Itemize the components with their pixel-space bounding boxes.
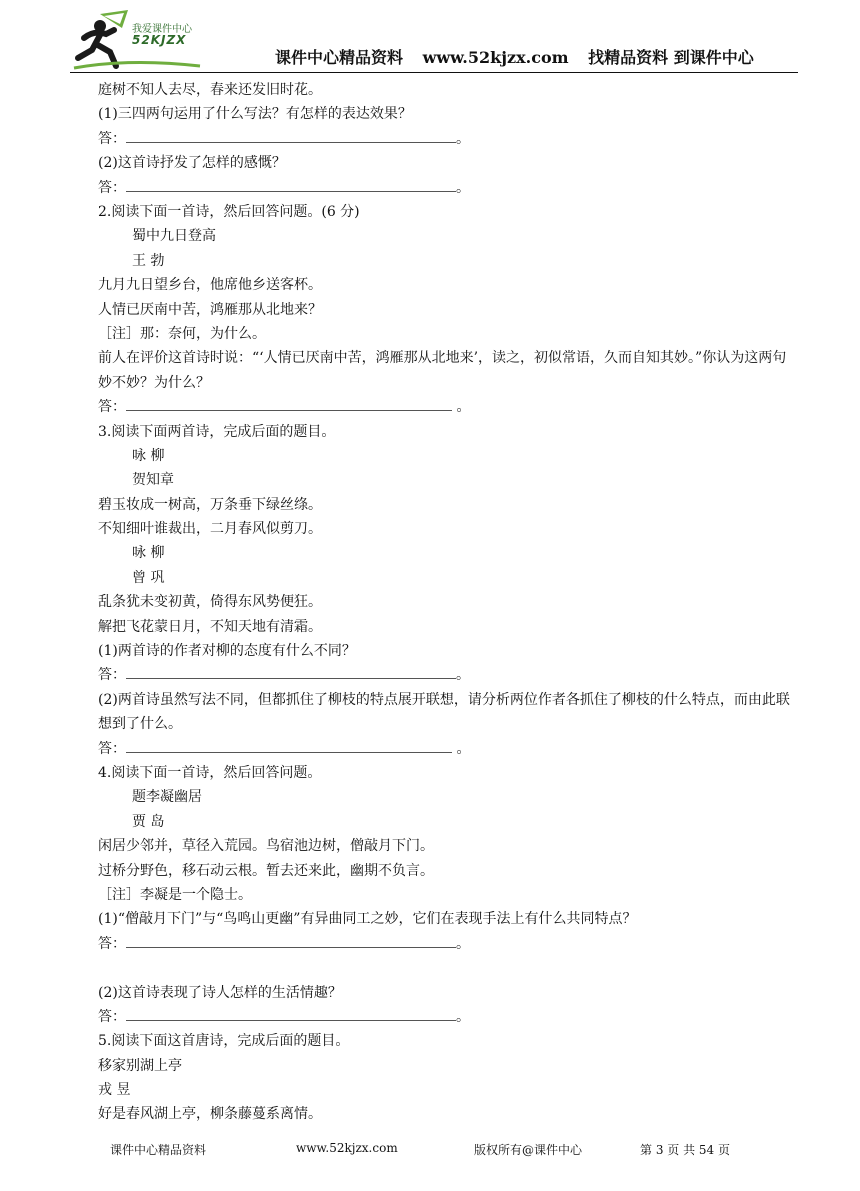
answer-line: 答： 。: [70, 176, 798, 200]
section-heading: 5.阅读下面这首唐诗，完成后面的题目。: [98, 1033, 350, 1050]
poem-line: 乱条犹未变初黄，倚得东风势便狂。: [98, 594, 322, 611]
answer-line: 答： 。: [70, 663, 798, 687]
header-site-link[interactable]: www.52kjzx.com: [422, 48, 569, 67]
poem-author: 曾 巩: [132, 569, 165, 586]
document-body: [70, 78, 798, 1127]
poem-title: 题李凝幽居: [132, 789, 202, 806]
question: (2)这首诗表现了诗人怎样的生活情趣？: [98, 984, 342, 1001]
poem-line: 解把飞花蒙日月，不知天地有清霜。: [98, 618, 322, 635]
poem-title: 移家别湖上亭: [98, 1057, 182, 1074]
question: (1)三四两句运用了什么写法？有怎样的表达效果？: [98, 106, 412, 123]
answer-line: 答： 。: [70, 127, 798, 151]
poem-line: 不知细叶谁裁出，二月春风似剪刀。: [98, 521, 322, 538]
logo-english-text: 52KJZX: [132, 33, 187, 47]
poem-line: 碧玉妆成一树高，万条垂下绿丝绦。: [98, 496, 322, 513]
poem-line: 好是春风湖上亭，柳条藤蔓系离情。: [98, 1106, 322, 1123]
poem-line: 闲居少邻并，草径入荒园。鸟宿池边树，僧敲月下门。: [98, 838, 434, 855]
poem-note: ［注］李凝是一个隐士。: [98, 886, 252, 903]
footer-page-number: 第 3 页 共 54 页: [640, 1143, 730, 1157]
poem-line: 庭树不知人去尽，春来还发旧时花。: [98, 82, 322, 98]
answer-line: 答： 。: [70, 932, 798, 956]
poem-line: 九月九日望乡台，他席他乡送客杯。: [98, 277, 322, 294]
answer-blank[interactable]: [126, 396, 452, 411]
question: (2)两首诗虽然写法不同，但都抓住了柳枝的特点展开联想，请分析两位作者各抓住了柳枝的什么特点，而由此联想到了什么。: [98, 691, 790, 733]
question: (2)这首诗抒发了怎样的感慨？: [98, 155, 286, 172]
header-slogan-1: 课件中心精品资料: [275, 48, 404, 67]
spacer: [70, 956, 798, 980]
section-heading: 3.阅读下面两首诗，完成后面的题目。: [98, 423, 336, 440]
footer-site-link[interactable]: www.52kjzx.com: [296, 1141, 398, 1155]
site-logo: [70, 8, 250, 74]
answer-line: 答： 。: [70, 737, 798, 761]
question: (1)“僧敲月下门”与“鸟鸣山更幽”有异曲同工之妙，它们在表现手法上有什么共同特点？: [98, 911, 637, 928]
logo-chinese-text: 我爱课件中心: [132, 24, 192, 35]
poem-title: 咏 柳: [132, 545, 165, 562]
poem-author: 戎 昱: [98, 1082, 131, 1099]
poem-title: 咏 柳: [132, 447, 165, 464]
answer-blank[interactable]: [126, 933, 456, 948]
section-heading: 2.阅读下面一首诗，然后回答问题。(6 分): [98, 203, 360, 220]
poem-line: 人情已厌南中苦，鸿雁那从北地来？: [98, 301, 322, 318]
poem-author: 王 勃: [132, 252, 165, 269]
section-heading: 4.阅读下面一首诗，然后回答问题。: [98, 765, 322, 781]
answer-line: 答： 。: [70, 1005, 798, 1029]
header-slogan: [275, 45, 768, 68]
answer-blank[interactable]: [126, 664, 456, 679]
answer-blank[interactable]: [126, 177, 456, 192]
header-slogan-2: 找精品资料 到课件中心: [588, 48, 754, 67]
poem-author: 贺知章: [132, 472, 174, 489]
answer-line: 答： 。: [70, 395, 798, 419]
poem-author: 贾 岛: [132, 813, 165, 830]
footer-left: 课件中心精品资料: [110, 1143, 207, 1157]
question: (1)两首诗的作者对柳的态度有什么不同？: [98, 643, 356, 660]
poem-note: ［注］那：奈何，为什么。: [98, 325, 266, 342]
answer-blank[interactable]: [126, 738, 452, 753]
poem-line: 过桥分野色，移石动云根。暂去还来此，幽期不负言。: [98, 862, 434, 879]
question: 前人在评价这首诗时说：“‘人情已厌南中苦，鸿雁那从北地来’，读之，初似常语，久而自知其妙。”你认为这两句妙不妙？为什么？: [98, 350, 787, 391]
header-divider: [70, 72, 798, 73]
poem-title: 蜀中九日登高: [132, 228, 216, 245]
page-header: [70, 8, 798, 78]
footer-copyright: 版权所有@课件中心: [474, 1143, 583, 1157]
answer-blank[interactable]: [126, 128, 456, 143]
answer-blank[interactable]: [126, 1006, 456, 1021]
